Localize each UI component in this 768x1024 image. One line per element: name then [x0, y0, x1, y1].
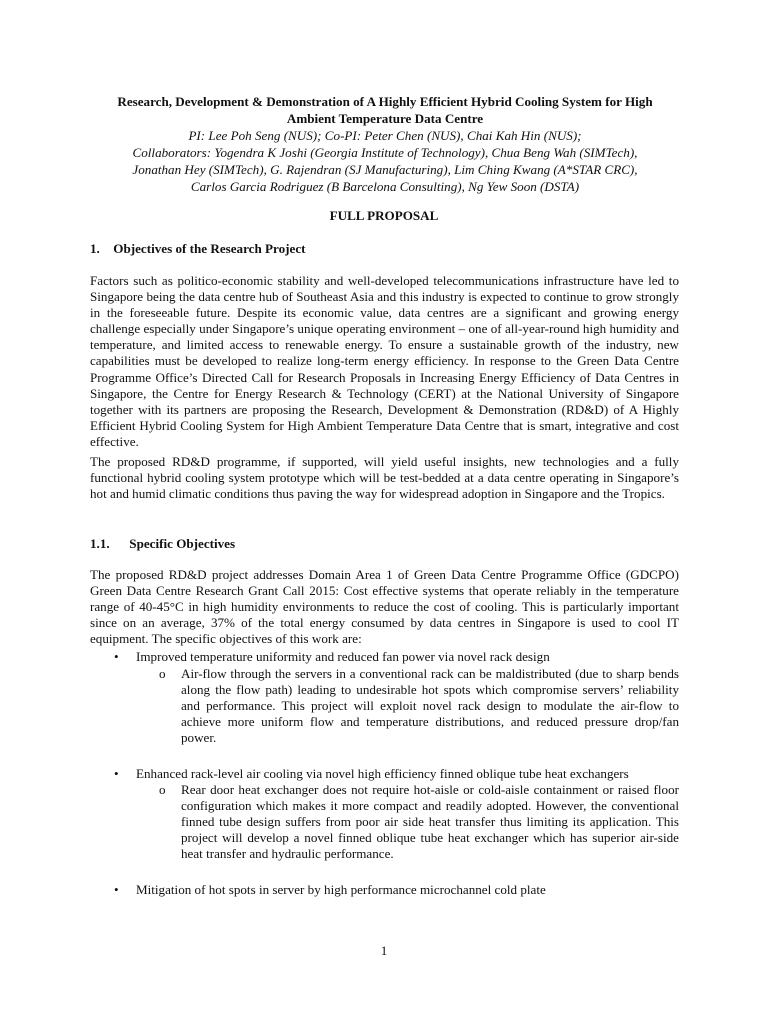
section-title: Objectives of the Research Project: [113, 241, 306, 256]
sub-bullet-marker: o: [159, 666, 166, 681]
section-number: 1.1.: [90, 536, 110, 551]
sub-bullet-text: Rear door heat exchanger does not require hot-aisle or cold-aisle containment or raised floor configuration which makes it more compact and readily adopted. However, the conventional finned tube design suffers from poor air side heat transfer thus limiting its application. This project will develop a novel finned oblique tube heat exchanger which has superior air-side heat transfer and hydraulic performance.: [181, 782, 679, 862]
full-proposal-heading: FULL PROPOSAL: [329, 208, 439, 223]
bullet-marker: •: [114, 649, 119, 664]
title-block: [85, 93, 685, 195]
section-number: 1.: [90, 241, 100, 256]
author-line: Carlos Garcia Rodriguez (B Barcelona Consulting), Ng Yew Soon (DSTA): [190, 179, 580, 194]
bullet-text: Mitigation of hot spots in server by high performance microchannel cold plate: [136, 882, 546, 897]
author-list: [85, 127, 685, 195]
page-number: 1: [380, 943, 388, 958]
bullet-marker: •: [114, 766, 119, 781]
sub-bullet-text: Air-flow through the servers in a conventional rack can be maldistributed (due to sharp bends along the flow path) leading to undesirable hot spots which compromise servers’ reliability and performance. This project will exploit novel rack design to modulate the air-flow to achieve more uniform flow and temperature distributions, and reduced pressure drop/fan power.: [181, 666, 679, 746]
title-line: Ambient Temperature Data Centre: [286, 111, 484, 126]
bullet-text: Enhanced rack-level air cooling via novel high efficiency finned oblique tube heat exchangers: [136, 766, 629, 781]
section-1-heading: [90, 240, 306, 257]
document-title: [85, 93, 685, 127]
section-1-1-heading: [90, 535, 235, 552]
author-line: Collaborators: Yogendra K Joshi (Georgia Institute of Technology), Chua Beng Wah (SIMTech),: [132, 145, 638, 160]
section-1-1-paragraph: The proposed RD&D project addresses Domain Area 1 of Green Data Centre Programme Office (GDCPO) Green Data Centre Research Grant Call 2015: Cost effective systems that operate reliably in the temperature range of 40-45°C in high humidity environments to reduce the cost of cooling. This is particularly important since on an average, 37% of the total energy consumed by data centres in Singapore is used to cool IT equipment. The specific objectives of this work are:: [90, 567, 679, 647]
bullet-marker: •: [114, 882, 119, 897]
section-1-paragraph-1: Factors such as politico-economic stability and well-developed telecommunications infrastructure have led to Singapore being the data centre hub of Southeast Asia and this industry is expected to continue to grow strongly in the foreseeable future. Despite its economic value, data centres are a significant and growing energy challenge especially under Singapore’s unique operating environment – one of all-year-round high humidity and temperature, and limited access to renewable energy. To ensure a sustainable growth of the industry, new capabilities must be developed to realize long-term energy efficiency. In response to the Green Data Centre Programme Office’s Directed Call for Research Proposals in Increasing Energy Efficiency of Data Centres in Singapore, the Centre for Energy Research & Technology (CERT) at the National University of Singapore together with its partners are proposing the Research, Development & Demonstration (RD&D) of A Highly Efficient Hybrid Cooling System for High Ambient Temperature Data Centre that is smart, integrative and cost effective.: [90, 273, 679, 449]
author-line: PI: Lee Poh Seng (NUS); Co-PI: Peter Chen (NUS), Chai Kah Hin (NUS);: [188, 128, 582, 143]
bullet-text: Improved temperature uniformity and reduced fan power via novel rack design: [136, 649, 550, 664]
author-line: Jonathan Hey (SIMTech), G. Rajendran (SJ Manufacturing), Lim Ching Kwang (A*STAR CRC),: [132, 162, 638, 177]
section-1-paragraph-2: The proposed RD&D programme, if supported, will yield useful insights, new technologies and a fully functional hybrid cooling system prototype which will be test-bedded at a data centre operating in Singapore’s hot and humid climatic conditions thus paving the way for widespread adoption in Singapore and the Tropics.: [90, 454, 679, 502]
section-title: Specific Objectives: [129, 536, 236, 551]
sub-bullet-marker: o: [159, 782, 166, 797]
title-line: Research, Development & Demonstration of A Highly Efficient Hybrid Cooling System for High: [117, 94, 653, 109]
